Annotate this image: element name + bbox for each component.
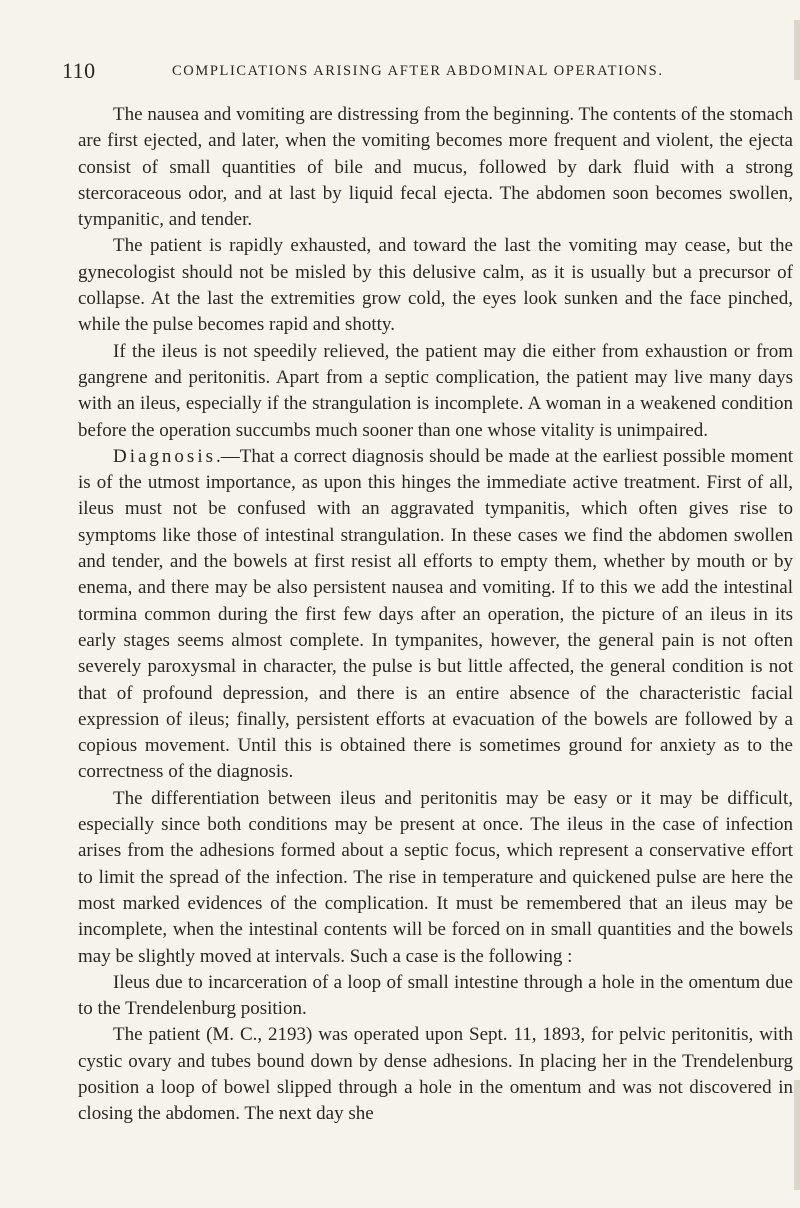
diagnosis-text: .—That a correct diagnosis should be made at the earliest possible moment is of the utmost importance, as upon this hinges the immediate active treatment. First of all, ileus must not be confused with an aggravated tympanitis, which often gives rise to symptoms like those of intestinal strangulation. In these cases we find the abdomen swollen and tender, and the bowels at first resist all efforts to empty them, whether by mouth or by enema, and there may be also persistent nausea and vomiting. If to this we add the intestinal tormina common during the first few days after an operation, the picture of an ileus in its early stages seems almost complete. In tympanites, however, the general pain is not often severely paroxysmal in character, the pulse is but little affected, the general condition is not that of profound depression, and there is an entire absence of the characteristic facial expression of ileus; finally, persistent efforts at evacuation of the bowels are followed by a copious movement. Until this is obtained there is sometimes ground for anxiety as to the correctness of the diagnosis. — [78, 445, 793, 783]
page-header — [62, 58, 800, 88]
paragraph: The patient (M. C., 2193) was operated upon Sept. 11, 1893, for pelvic peritonitis, with cystic ovary and tubes bound down by dense adhesions. In placing her in the Trendelenburg position a loop of bowel slipped through a hole in the omentum and was not discovered in closing the abdomen. The next day she — [78, 1024, 793, 1125]
page-number: 110 — [62, 58, 96, 83]
paragraph: The patient is rapidly exhausted, and toward the last the vomiting may cease, but the gynecologist should not be misled by this delusive calm, as it is usually but a precursor of collapse. At the last the extremities grow cold, the eyes look sunken and the face pinched, while the pulse becomes rapid and shotty. — [78, 235, 793, 336]
body-text — [78, 102, 793, 1128]
case-title: Ileus due to incarceration of a loop of small intestine through a hole in the omentum due to the Trendelenburg position. — [78, 971, 793, 1020]
diagnosis-paragraph — [78, 444, 793, 786]
paragraph: If the ileus is not speedily relieved, the patient may die either from exhaustion or from gangrene and peritonitis. Apart from a septic complication, the patient may live many days with an ileus, especially if the strangulation is incomplete. A woman in a weakened condition before the operation succumbs much sooner than one whose vitality is unimpaired. — [78, 340, 793, 441]
page-edge-shadow — [794, 1080, 800, 1190]
paragraph: The nausea and vomiting are distressing from the beginning. The contents of the stomach are first ejected, and later, when the vomiting becomes more frequent and violent, the ejecta consist of small quantities of bile and mucus, followed by dark fluid with a strong stercoraceous odor, and at last by liquid fecal ejecta. The abdomen soon becomes swollen, tympanitic, and tender. — [78, 104, 793, 231]
paragraph: The differentiation between ileus and peritonitis may be easy or it may be difficult, especially since both conditions may be present at once. The ileus in the case of infection arises from the adhesions formed about a septic focus, which represent a conservative effort to limit the spread of the infection. The rise in temperature and quickened pulse are here the most marked evidences of the complication. It must be remembered that an ileus may be incomplete, when the intestinal contents will be forced on in small quantities and the bowels may be slightly moved at intervals. Such a case is the following : — [78, 787, 793, 967]
page-edge-shadow — [794, 20, 800, 80]
diagnosis-heading: Diagnosis — [113, 445, 216, 467]
running-head: COMPLICATIONS ARISING AFTER ABDOMINAL OPERATIONS. — [172, 63, 664, 79]
